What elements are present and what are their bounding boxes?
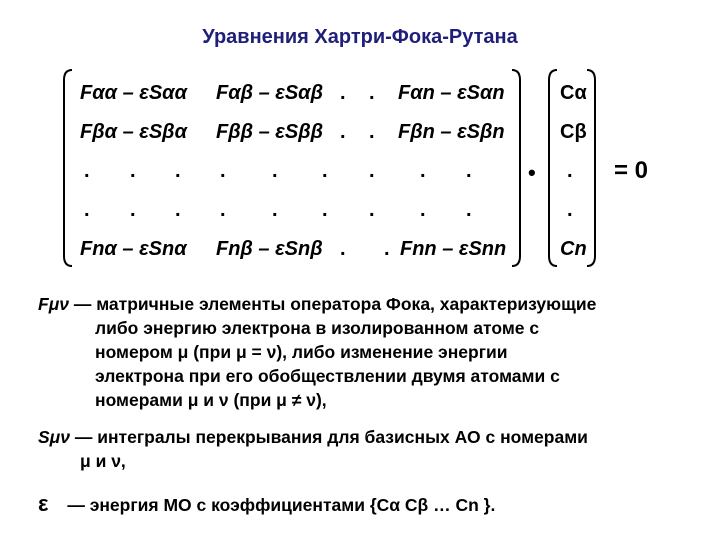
vector-cell: .: [567, 199, 573, 221]
vector-cell: Cn: [560, 238, 587, 260]
note-text: — матричные элементы оператора Фока, характеризующие: [73, 294, 597, 314]
matrix-dot: .: [322, 160, 328, 182]
matrix-right-bracket: [510, 68, 524, 268]
multiply-symbol: •: [528, 160, 536, 185]
matrix-cell: Fnβ – εSnβ: [216, 238, 323, 260]
matrix-cell: Fnn – εSnn: [400, 238, 507, 260]
note-overlap: [38, 425, 708, 473]
overlap-symbol: Sμν: [38, 427, 70, 447]
matrix-dot: .: [384, 238, 390, 260]
vector-cell: .: [567, 160, 573, 182]
matrix-dot: .: [466, 199, 472, 221]
matrix-left-bracket: [60, 68, 74, 268]
matrix-dot: .: [369, 82, 375, 104]
matrix-dot: .: [272, 199, 278, 221]
page-title: Уравнения Хартри-Фока-Рутана: [202, 26, 518, 48]
matrix-dot: .: [175, 199, 181, 221]
vector-right-bracket: [585, 68, 599, 268]
matrix-dot: .: [340, 238, 346, 260]
matrix-dot: .: [220, 199, 226, 221]
note-text: — интегралы перекрывания для базисных АО с номерами: [74, 427, 588, 447]
matrix-dot: .: [84, 160, 90, 182]
matrix-cell: Fαα – εSαα: [80, 82, 187, 104]
vector-left-bracket: [545, 68, 559, 268]
matrix-dot: .: [272, 160, 278, 182]
matrix-dot: .: [466, 160, 472, 182]
matrix-dot: .: [130, 199, 136, 221]
matrix-dot: .: [340, 82, 346, 104]
matrix-dot: .: [369, 199, 375, 221]
matrix-cell: Fββ – εSββ: [216, 121, 324, 143]
matrix-dot: .: [175, 160, 181, 182]
matrix-dot: .: [420, 160, 426, 182]
matrix-dot: .: [340, 121, 346, 143]
matrix-cell: Fαβ – εSαβ: [216, 82, 323, 104]
note-text: μ и ν,: [80, 451, 126, 471]
matrix-cell: Fβn – εSβn: [398, 121, 505, 143]
note-text: либо энергию электрона в изолированном атоме с: [95, 318, 540, 338]
matrix-cell: Fβα – εSβα: [80, 121, 187, 143]
matrix-dot: .: [220, 160, 226, 182]
note-text: — энергия МО с коэффициентами {Cα Cβ … Cn }.: [67, 495, 496, 515]
note-fock: [38, 292, 708, 412]
matrix-cell: Fαn – εSαn: [398, 82, 505, 104]
matrix-dot: .: [369, 121, 375, 143]
equals-zero: = 0: [614, 157, 649, 184]
matrix-cell: Fnα – εSnα: [80, 238, 187, 260]
vector-cell: Cα: [560, 82, 587, 104]
matrix-dot: .: [84, 199, 90, 221]
vector-cell: Cβ: [560, 121, 587, 143]
fock-symbol: Fμν: [38, 294, 69, 314]
energy-symbol: ε: [38, 491, 49, 516]
note-text: номерами μ и ν (при μ ≠ ν),: [95, 390, 327, 410]
note-text: номером μ (при μ = ν), либо изменение энергии: [95, 342, 508, 362]
matrix-dot: .: [130, 160, 136, 182]
note-text: электрона при его обобществлении двумя атомами с: [95, 366, 560, 386]
matrix-dot: .: [420, 199, 426, 221]
matrix-dot: .: [369, 160, 375, 182]
matrix-dot: .: [322, 199, 328, 221]
note-energy: [38, 492, 708, 517]
